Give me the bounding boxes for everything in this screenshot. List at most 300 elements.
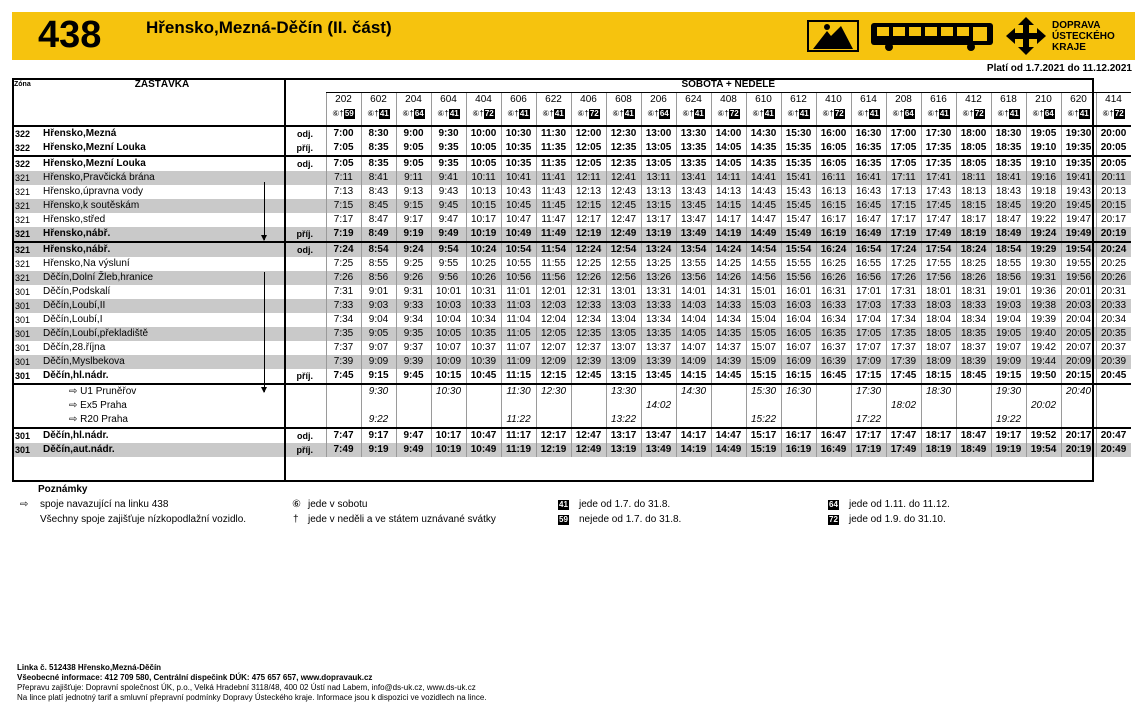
time-cell: 19:19 [991, 443, 1026, 457]
time-cell: 14:09 [676, 355, 711, 369]
time-cell: 20:39 [1096, 355, 1131, 369]
time-cell [466, 413, 501, 428]
stop-name: Hřensko,k soutěskám [41, 199, 283, 213]
note-59: nejede od 1.7. do 31.8. [579, 514, 682, 525]
trip-badge: 72 [1114, 109, 1124, 118]
time-cell: 19:15 [991, 369, 1026, 384]
time-cell: 18:39 [956, 355, 991, 369]
time-cell: 17:35 [886, 327, 921, 341]
time-cell: 11:17 [501, 428, 536, 443]
trip-number-row [12, 93, 1131, 127]
time-cell: 18:49 [991, 227, 1026, 242]
time-cell: 17:30 [921, 126, 956, 141]
time-cell: 9:35 [396, 327, 431, 341]
time-cell: 18:49 [956, 443, 991, 457]
time-cell: 18:26 [956, 271, 991, 285]
time-cell [326, 413, 361, 428]
time-cell [711, 384, 746, 399]
time-cell: 20:15 [1061, 369, 1096, 384]
time-cell: 13:19 [606, 443, 641, 457]
stop-name: Děčín,28.října [43, 342, 106, 353]
time-cell: 17:41 [921, 171, 956, 185]
time-cell: 18:35 [991, 141, 1026, 156]
time-cell: 16:05 [816, 141, 851, 156]
time-cell: 12:13 [571, 185, 606, 199]
time-cell [326, 399, 361, 413]
saturday-icon: ⑥ [292, 499, 301, 510]
time-cell: 12:37 [571, 341, 606, 355]
trip-badge: 64 [904, 109, 914, 118]
trip-badge: 41 [624, 109, 634, 118]
time-cell: 15:15 [746, 369, 781, 384]
stop-name: Děčín,Myslbekova [41, 355, 283, 369]
stop-name: Děčín,Loubí,I [43, 314, 103, 325]
time-cell: 16:33 [816, 299, 851, 313]
time-cell [921, 399, 956, 413]
time-cell: 19:05 [991, 327, 1026, 341]
time-cell: 9:17 [361, 428, 396, 443]
time-cell: 15:41 [781, 171, 816, 185]
time-cell: 10:19 [431, 443, 466, 457]
zone-cell [12, 399, 41, 413]
time-cell: 10:33 [466, 299, 501, 313]
time-cell: 15:04 [746, 313, 781, 327]
time-cell: 19:16 [1026, 171, 1061, 185]
time-cell: 14:31 [711, 285, 746, 299]
lowfloor-note: Všechny spoje zajišťuje nízkopodlažní vozidlo. [40, 514, 247, 525]
trip-badge: 64 [659, 109, 669, 118]
time-cell: 9:24 [396, 242, 431, 257]
time-cell: 8:56 [361, 271, 396, 285]
time-cell: 17:33 [886, 299, 921, 313]
brand-logo [1004, 16, 1132, 56]
trip-number: 208 [895, 94, 912, 105]
time-cell: 19:55 [1061, 257, 1096, 271]
time-cell: 17:22 [851, 413, 886, 428]
time-cell: 10:49 [501, 227, 536, 242]
time-cell [711, 413, 746, 428]
time-cell: 13:33 [641, 299, 676, 313]
arr-dep-marker [283, 299, 316, 313]
trip-header [361, 93, 396, 127]
footer-line-2: Všeobecné informace: 412 709 580, Centrální dispečink DÚK: 475 657 657, www.dopravauk.cz [17, 673, 373, 682]
trip-header [886, 93, 921, 127]
time-cell: 12:35 [606, 156, 641, 171]
time-cell: 17:05 [886, 141, 921, 156]
time-cell: 20:15 [1096, 199, 1131, 213]
time-cell: 14:54 [746, 242, 781, 257]
time-cell: 16:45 [816, 369, 851, 384]
time-cell: 12:05 [571, 141, 606, 156]
dopravauk-logo-icon [1004, 16, 1048, 56]
time-cell [816, 399, 851, 413]
arr-dep-marker: odj. [283, 428, 316, 443]
time-cell: 20:05 [1061, 327, 1096, 341]
time-cell [1061, 413, 1096, 428]
time-cell: 14:26 [711, 271, 746, 285]
trip-header [816, 93, 851, 127]
stop-row [12, 299, 1131, 313]
time-cell [1096, 384, 1131, 399]
time-cell: 16:25 [816, 257, 851, 271]
time-cell: 12:35 [606, 141, 641, 156]
time-cell [676, 399, 711, 413]
brand-line-2: ÚSTECKÉHO [1052, 31, 1115, 42]
trip-number: 206 [650, 94, 667, 105]
day-symbols: ⑥† [752, 109, 764, 118]
time-cell: 19:10 [1026, 156, 1061, 171]
time-cell: 18:25 [956, 257, 991, 271]
time-cell: 13:05 [641, 156, 676, 171]
trip-number: 622 [545, 94, 562, 105]
time-cell: 12:49 [606, 227, 641, 242]
time-cell: 7:05 [326, 156, 361, 171]
time-cell: 9:11 [396, 171, 431, 185]
trip-header [921, 93, 956, 127]
time-cell: 18:07 [921, 341, 956, 355]
badge-72: 72 [829, 515, 838, 524]
stop-name: Hřensko,Mezní Louka [43, 142, 146, 153]
time-cell: 15:30 [781, 126, 816, 141]
time-cell: 18:56 [991, 271, 1026, 285]
time-cell: 13:05 [641, 141, 676, 156]
time-cell: 19:20 [1026, 199, 1061, 213]
time-cell: 12:31 [571, 285, 606, 299]
zone-cell: 322 [12, 126, 41, 141]
time-cell: 11:19 [501, 443, 536, 457]
arr-dep-marker: příj. [296, 143, 313, 153]
time-cell: 20:19 [1061, 443, 1096, 457]
time-cell: 14:15 [676, 369, 711, 384]
time-cell: 19:22 [1026, 213, 1061, 227]
time-cell: 18:05 [921, 327, 956, 341]
time-cell: 13:49 [641, 443, 676, 457]
time-cell: 20:26 [1096, 271, 1131, 285]
day-symbols: ⑥† [402, 109, 414, 118]
time-cell: 14:45 [746, 199, 781, 213]
time-cell: 18:30 [991, 126, 1026, 141]
trip-header [536, 93, 571, 127]
trip-number: 606 [510, 94, 527, 105]
time-cell: 9:45 [431, 199, 466, 213]
time-cell: 19:49 [1061, 227, 1096, 242]
time-cell: 11:15 [501, 369, 536, 384]
arr-dep-marker [283, 413, 316, 428]
time-cell: 19:22 [991, 413, 1026, 428]
time-cell: 19:29 [1026, 242, 1061, 257]
stop-row [12, 126, 1131, 141]
time-cell [431, 399, 466, 413]
time-cell: 12:04 [536, 313, 571, 327]
time-cell: 16:24 [816, 242, 851, 257]
time-cell: 10:13 [466, 185, 501, 199]
time-cell: 18:03 [921, 299, 956, 313]
stop-row [12, 185, 1131, 199]
time-cell: 9:49 [431, 227, 466, 242]
time-cell: 14:34 [711, 313, 746, 327]
time-cell: 15:43 [781, 185, 816, 199]
time-cell: 17:39 [886, 355, 921, 369]
time-cell: 15:35 [781, 141, 816, 156]
day-symbols: ⑥† [997, 109, 1009, 118]
time-cell: 17:26 [886, 271, 921, 285]
time-cell: 16:41 [851, 171, 886, 185]
zone-cell: 321 [15, 187, 31, 197]
day-symbols: ⑥† [822, 109, 834, 118]
zone-cell: 322 [12, 156, 41, 171]
time-cell: 15:07 [746, 341, 781, 355]
time-cell: 19:30 [1061, 126, 1096, 141]
time-cell: 14:05 [676, 327, 711, 341]
time-cell [956, 413, 991, 428]
time-cell: 18:35 [991, 156, 1026, 171]
time-cell: 19:30 [991, 384, 1026, 399]
day-symbols: ⑥† [542, 109, 554, 118]
time-cell: 19:56 [1061, 271, 1096, 285]
time-cell: 12:26 [571, 271, 606, 285]
time-cell: 11:41 [536, 171, 571, 185]
note-41: jede od 1.7. do 31.8. [579, 499, 671, 510]
time-cell: 10:00 [466, 126, 501, 141]
time-cell: 20:34 [1096, 313, 1131, 327]
time-cell: 10:19 [466, 227, 501, 242]
day-symbols: ⑥† [1032, 109, 1044, 118]
time-cell: 13:15 [641, 199, 676, 213]
time-cell: 17:49 [886, 443, 921, 457]
time-cell: 14:00 [711, 126, 746, 141]
connect-note: spoje navazující na linku 438 [40, 499, 169, 510]
time-cell: 9:03 [361, 299, 396, 313]
trip-number: 602 [370, 94, 387, 105]
time-cell: 19:04 [991, 313, 1026, 327]
time-cell: 10:30 [501, 126, 536, 141]
time-cell: 16:54 [851, 242, 886, 257]
arr-dep-marker: příj. [283, 227, 316, 242]
time-cell: 12:07 [536, 341, 571, 355]
time-cell: 15:30 [746, 384, 781, 399]
time-cell: 14:45 [711, 369, 746, 384]
note-72: jede od 1.9. do 31.10. [849, 514, 946, 525]
time-cell: 9:15 [361, 369, 396, 384]
time-cell: 9:33 [396, 299, 431, 313]
time-cell: 17:19 [886, 227, 921, 242]
time-cell: 19:40 [1026, 327, 1061, 341]
time-cell: 14:35 [746, 141, 781, 156]
time-cell: 7:17 [326, 213, 361, 227]
time-cell: 10:49 [466, 443, 501, 457]
time-cell: 17:31 [886, 285, 921, 299]
time-cell: 17:03 [851, 299, 886, 313]
time-cell: 19:45 [1061, 199, 1096, 213]
zone-cell: 301 [12, 428, 41, 443]
stop-name: Děčín,hl.nádr. [41, 428, 283, 443]
time-cell: 19:05 [1026, 126, 1061, 141]
trip-badge: 72 [589, 109, 599, 118]
time-cell: 9:45 [396, 369, 431, 384]
trip-header [851, 93, 886, 127]
time-cell: 14:41 [746, 171, 781, 185]
time-cell: 17:49 [921, 227, 956, 242]
zone-cell: 301 [15, 371, 31, 381]
time-cell: 11:54 [536, 242, 571, 257]
time-cell: 12:15 [571, 199, 606, 213]
time-cell: 18:04 [921, 313, 956, 327]
time-cell: 17:04 [851, 313, 886, 327]
stop-name: Děčín,Loubí,II [41, 299, 283, 313]
time-cell: 17:11 [886, 171, 921, 185]
time-cell: 16:47 [851, 213, 886, 227]
arr-dep-marker [283, 341, 316, 355]
time-cell: 9:19 [361, 443, 396, 457]
time-cell: 11:43 [536, 185, 571, 199]
day-symbols: ⑥† [962, 109, 974, 118]
time-cell: 18:19 [921, 443, 956, 457]
time-cell: 10:54 [501, 242, 536, 257]
time-cell: 14:35 [711, 327, 746, 341]
time-cell: 16:15 [781, 369, 816, 384]
time-cell: 16:11 [816, 171, 851, 185]
time-cell: 17:43 [921, 185, 956, 199]
time-cell: 19:18 [1026, 185, 1061, 199]
time-cell: 9:56 [431, 271, 466, 285]
time-cell: 12:30 [606, 126, 641, 141]
time-cell: 13:41 [676, 171, 711, 185]
time-cell: 12:09 [536, 355, 571, 369]
time-cell: 10:04 [431, 313, 466, 327]
time-cell: 16:09 [781, 355, 816, 369]
time-cell: 16:26 [816, 271, 851, 285]
trip-badge: 41 [379, 109, 389, 118]
stop-row [12, 285, 1131, 299]
time-cell: 20:05 [1096, 156, 1131, 171]
time-cell: 16:56 [851, 271, 886, 285]
time-cell: 19:42 [1026, 341, 1061, 355]
time-cell: 13:17 [641, 213, 676, 227]
time-cell: 10:26 [466, 271, 501, 285]
time-cell: 12:25 [571, 257, 606, 271]
time-cell [326, 384, 361, 399]
time-cell: 14:39 [711, 355, 746, 369]
time-cell [1061, 399, 1096, 413]
time-cell: 18:09 [921, 355, 956, 369]
zone-cell: 321 [12, 227, 41, 242]
time-cell: 9:25 [396, 257, 431, 271]
day-symbols: ⑥† [332, 109, 344, 118]
time-cell: 14:56 [746, 271, 781, 285]
sunday-icon: † [293, 514, 299, 525]
time-cell [571, 384, 606, 399]
arr-dep-marker [283, 327, 316, 341]
time-cell: 13:45 [676, 199, 711, 213]
stop-row [12, 413, 1131, 428]
time-cell: 13:39 [641, 355, 676, 369]
time-cell: 17:37 [886, 341, 921, 355]
time-cell: 14:55 [746, 257, 781, 271]
time-cell: 10:09 [431, 355, 466, 369]
time-cell: 16:55 [851, 257, 886, 271]
time-cell: 14:30 [676, 384, 711, 399]
zone-cell: 322 [15, 143, 31, 153]
time-cell: 20:04 [1061, 313, 1096, 327]
time-cell: 15:19 [746, 443, 781, 457]
time-cell: 7:33 [326, 299, 361, 313]
time-cell: 7:19 [326, 227, 361, 242]
stop-row [12, 199, 1131, 213]
trip-badge: 41 [799, 109, 809, 118]
time-cell: 17:01 [851, 285, 886, 299]
brand-text [1052, 20, 1115, 53]
time-cell [781, 399, 816, 413]
time-cell: 14:49 [711, 443, 746, 457]
trip-header [676, 93, 711, 127]
timetable [12, 78, 1131, 457]
time-cell: 17:17 [886, 213, 921, 227]
time-cell: 10:55 [501, 257, 536, 271]
time-cell: 10:47 [501, 213, 536, 227]
trip-number: 604 [440, 94, 457, 105]
route-title: Hřensko,Mezná-Děčín (II. část) [146, 18, 392, 37]
time-cell: 12:03 [536, 299, 571, 313]
arr-dep-marker [283, 399, 316, 413]
time-cell: 18:35 [956, 327, 991, 341]
validity-period: Platí od 1.7.2021 do 11.12.2021 [986, 63, 1132, 74]
day-symbols: ⑥† [1102, 109, 1114, 118]
time-cell [431, 413, 466, 428]
zone-cell: 321 [12, 171, 41, 185]
time-cell: 17:00 [886, 126, 921, 141]
time-cell: 14:30 [746, 126, 781, 141]
stop-name: ⇨ R20 Praha [69, 414, 128, 425]
trip-number: 616 [930, 94, 947, 105]
time-cell: 8:55 [361, 257, 396, 271]
time-cell: 9:13 [396, 185, 431, 199]
time-cell: 12:24 [571, 242, 606, 257]
time-cell: 14:01 [676, 285, 711, 299]
time-cell: 8:41 [361, 171, 396, 185]
time-cell: 17:24 [886, 242, 921, 257]
time-cell: 13:47 [641, 428, 676, 443]
time-cell: 16:19 [781, 443, 816, 457]
notes-title: Poznámky [38, 484, 88, 495]
time-cell: 18:41 [991, 171, 1026, 185]
trip-header [991, 93, 1026, 127]
time-cell: 17:45 [921, 199, 956, 213]
time-cell [536, 399, 571, 413]
day-symbols: ⑥† [612, 109, 624, 118]
time-cell: 19:41 [1061, 171, 1096, 185]
arr-dep-marker [283, 171, 316, 185]
time-cell: 19:17 [991, 428, 1026, 443]
time-cell: 14:17 [711, 213, 746, 227]
time-cell: 15:03 [746, 299, 781, 313]
time-cell: 13:56 [676, 271, 711, 285]
time-cell: 20:02 [1026, 399, 1061, 413]
time-cell: 10:17 [431, 428, 466, 443]
arr-dep-marker [283, 257, 316, 271]
time-cell: 20:07 [1061, 341, 1096, 355]
trip-number: 406 [580, 94, 597, 105]
time-cell: 18:15 [956, 199, 991, 213]
time-cell: 11:04 [501, 313, 536, 327]
time-cell: 19:01 [991, 285, 1026, 299]
arr-dep-marker [283, 384, 316, 399]
time-cell: 17:19 [851, 443, 886, 457]
trip-number: 404 [475, 94, 492, 105]
time-cell: 12:33 [571, 299, 606, 313]
time-cell: 13:37 [641, 341, 676, 355]
time-cell: 20:00 [1096, 126, 1131, 141]
time-cell: 14:25 [711, 257, 746, 271]
